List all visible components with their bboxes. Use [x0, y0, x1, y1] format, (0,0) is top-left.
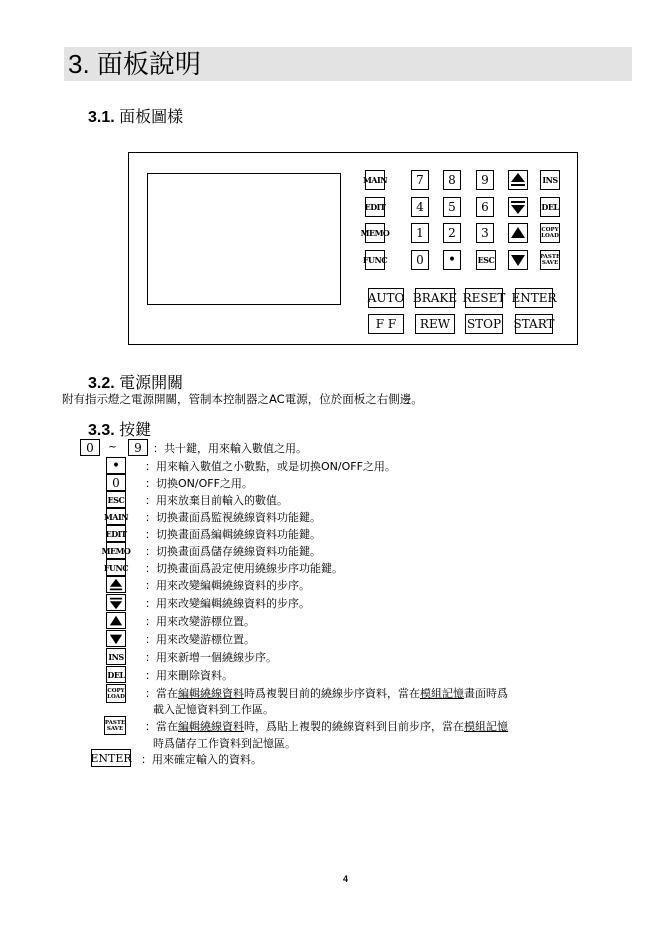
module-memory-text: 模組記憶: [420, 687, 464, 700]
func-key: FUNC: [106, 559, 126, 576]
dot-description: ：用來輸入數值之小數點，或是切換ON/OFF之用。: [145, 460, 396, 473]
down-arrow-icon: [106, 630, 126, 647]
key-0: 0: [80, 439, 100, 456]
save-label: SAVE: [541, 260, 559, 266]
key-dot: •: [443, 250, 461, 270]
key-0: 0: [106, 474, 126, 491]
esc-description: ：用來放棄目前輸入的數值。: [145, 494, 288, 507]
edit-data-link-text: 編輯繞線資料: [178, 687, 244, 700]
copy-description: [145, 685, 508, 701]
up-description: ：用來改變游標位置。: [145, 615, 255, 628]
page-number: 4: [343, 874, 349, 884]
auto-key: AUTO: [368, 288, 404, 308]
down-arrow-icon: [508, 250, 528, 270]
copy-label: COPY: [107, 687, 125, 694]
esc-key: ESC: [476, 250, 496, 270]
module-memory-text: 模組記憶: [464, 720, 508, 733]
subsection-number: 3.2.: [88, 375, 115, 392]
paste-desc-part: 時，爲貼上複製的繞線資料到目前步序，當在: [244, 720, 464, 733]
main-key: MAIN: [365, 170, 385, 190]
func-description: ：切換畫面爲設定使用繞線步序功能鍵。: [145, 562, 343, 575]
enter-key: ENTER: [91, 749, 131, 767]
enter-key: ENTER: [515, 288, 553, 308]
copy-load-key: [540, 223, 560, 243]
range-tilde: ~: [108, 440, 118, 453]
memo-key: MEMO: [365, 223, 385, 243]
paste-label: PASTE: [539, 254, 561, 260]
key-8: 8: [443, 170, 461, 190]
key-0: 0: [411, 250, 429, 270]
ins-key: INS: [106, 648, 126, 665]
copy-desc-part: 時爲複製目前的繞線步序資料，當在: [244, 687, 420, 700]
ins-key: INS: [540, 170, 560, 190]
start-key: START: [515, 314, 553, 334]
key-4: 4: [411, 197, 429, 217]
edit-key: EDIT: [365, 197, 385, 217]
save-label: SAVE: [106, 725, 124, 732]
load-label: LOAD: [107, 693, 125, 700]
paste-description-line2: 時爲儲存工作資料到記憶區。: [153, 737, 296, 750]
load-label: LOAD: [541, 233, 559, 239]
enter-description: ：用來確定輸入的資料。: [141, 753, 262, 766]
key-5: 5: [443, 197, 461, 217]
paste-save-key: [104, 716, 126, 735]
key-dot: •: [106, 457, 126, 474]
memo-description: ：切換畫面爲儲存繞線資料功能鍵。: [145, 545, 321, 558]
subsection-3-2-heading: [88, 370, 183, 393]
up-bar-arrow-icon: [508, 170, 528, 190]
stop-key: STOP: [465, 314, 503, 334]
up-bar-description: ：用來改變編輯繞線資料的步序。: [145, 579, 310, 592]
down-bar-arrow-icon: [508, 197, 528, 217]
paste-label: PASTE: [104, 719, 126, 726]
copy-description-line2: 載入記憶資料到工作區。: [153, 703, 274, 716]
subsection-3-1-heading: [88, 104, 183, 127]
up-arrow-icon: [106, 612, 126, 629]
rew-key: REW: [415, 314, 455, 334]
down-bar-arrow-icon: [106, 594, 126, 611]
del-key: DEL: [106, 666, 126, 683]
down-bar-description: ：用來改變編輯繞線資料的步序。: [145, 597, 310, 610]
digits-description: ：共十鍵，用來輸入數值之用。: [153, 442, 307, 455]
subsection-3-3-heading: [88, 417, 151, 440]
key-7: 7: [411, 170, 429, 190]
brake-key: BRAKE: [415, 288, 455, 308]
memo-key: MEMO: [106, 542, 126, 559]
paste-description: [145, 718, 508, 734]
reset-key: RESET: [465, 288, 503, 308]
copy-desc-part: 畫面時爲: [464, 687, 508, 700]
ff-key: F F: [368, 314, 404, 334]
up-bar-arrow-icon: [106, 576, 126, 593]
subsection-title: 按鍵: [119, 420, 152, 439]
down-description: ：用來改變游標位置。: [145, 633, 255, 646]
subsection-title: 電源開關: [119, 373, 184, 392]
main-description: ：切換畫面爲監視繞線資料功能鍵。: [145, 511, 321, 524]
key-3: 3: [476, 223, 494, 243]
zero-description: ：切換ON/OFF之用。: [145, 477, 253, 490]
key-9: 9: [128, 439, 148, 456]
del-key: DEL: [540, 197, 560, 217]
func-key: FUNC: [365, 250, 385, 270]
subsection-number: 3.1.: [88, 109, 115, 126]
subsection-title: 面板圖樣: [119, 107, 184, 126]
key-9: 9: [476, 170, 494, 190]
key-1: 1: [411, 223, 429, 243]
section-title: 3. 面板說明: [68, 49, 201, 79]
paste-save-key: [540, 250, 560, 270]
lcd-screen: [147, 173, 341, 305]
up-arrow-icon: [508, 223, 528, 243]
edit-description: ：切換畫面爲編輯繞線資料功能鍵。: [145, 528, 321, 541]
key-6: 6: [476, 197, 494, 217]
esc-key: ESC: [106, 491, 126, 508]
copy-desc-part: ：當在: [145, 687, 178, 700]
key-2: 2: [443, 223, 461, 243]
power-switch-description: 附有指示燈之電源開關，管制本控制器之AC電源，位於面板之右側邊。: [62, 392, 423, 406]
ins-description: ：用來新增一個繞線步序。: [145, 651, 277, 664]
edit-key: EDIT: [106, 525, 126, 542]
del-description: ：用來刪除資料。: [145, 669, 233, 682]
edit-data-link-text: 編輯繞線資料: [178, 720, 244, 733]
copy-load-key: [106, 684, 126, 703]
subsection-number: 3.3.: [88, 422, 115, 439]
main-key: MAIN: [106, 508, 126, 525]
copy-label: COPY: [541, 227, 559, 233]
paste-desc-part: ：當在: [145, 720, 178, 733]
